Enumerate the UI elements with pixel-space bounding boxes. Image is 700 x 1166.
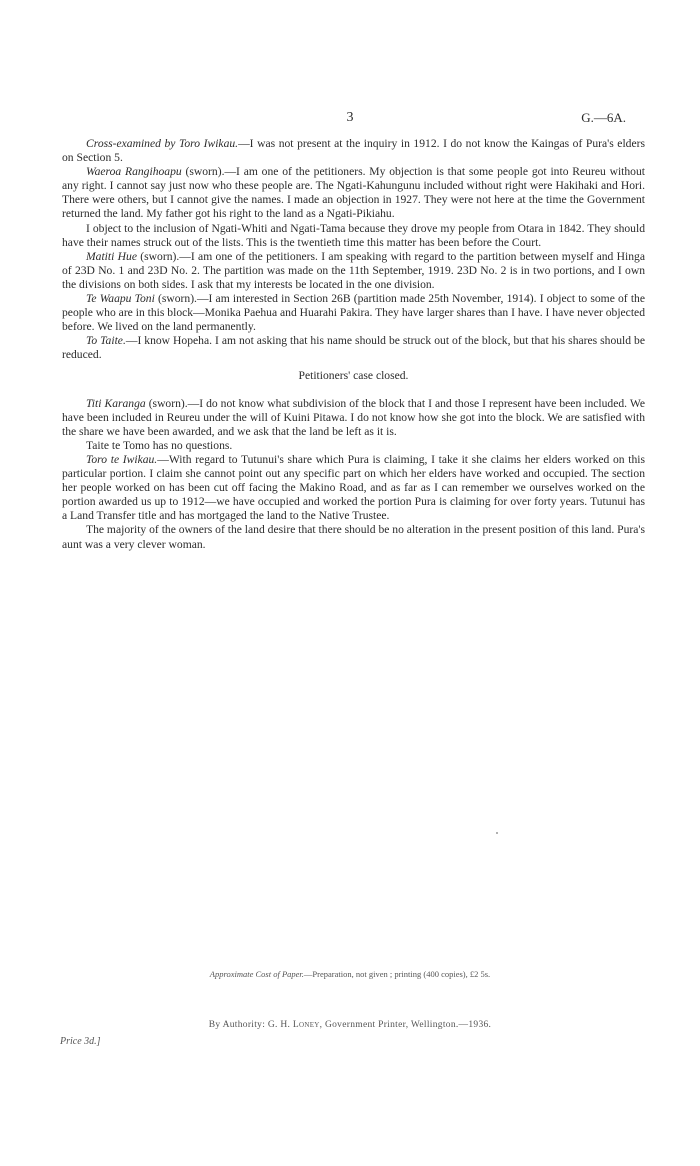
printer-authority [0, 1020, 700, 1030]
price: Price 3d.] [60, 1036, 101, 1047]
paragraph-to-taite [62, 334, 645, 362]
paragraph-taite-te-tomo [62, 439, 645, 453]
paragraph-waeroa [62, 165, 645, 221]
testimony-text: Taite te Tomo has no questions. [86, 438, 233, 452]
speaker-name: Toro te Iwikau. [86, 452, 158, 466]
testimony-text: The majority of the owners of the land desire that there should be no alteration in the present position of this land. Pura's aunt was a very clever woman. [62, 523, 645, 551]
paragraph-te-waapu [62, 292, 645, 334]
authority-prefix: By Authority: G. H. [208, 1020, 293, 1030]
cost-text: —Preparation, not given ; printing (400 copies), £2 5s. [303, 969, 491, 979]
authority-suffix: , Government Printer, Wellington.—1936. [319, 1020, 492, 1030]
speaker-name: Titi Karanga [86, 396, 146, 410]
section-heading: Petitioners' case closed. [298, 368, 409, 382]
testimony-text: —I know Hopeha. I am not asking that his name should be struck out of the block, but that his shares should be reduced. [62, 334, 645, 362]
paragraph-toro [62, 453, 645, 523]
testimony-text: —With regard to Tutunui's share which Pura is claiming, I take it she claims her elders worked on this particular portion. I claim she cannot point out any specific part on which her elders have worked and occupied. The section her people worked on has been cut off facing the Makino Road, and as far as I can remember we ourselves worked on the portion awarded us up to 1912—we have occupied and worked the portion Pura is claiming for over forty years. Tutunui has a Land Transfer title and has mortgaged the land to the Native Trustee. [62, 452, 645, 523]
testimony-text: I object to the inclusion of Ngati-Whiti and Ngati-Tama because they drove my people from Otara in 1842. They should have their names struck out of the lists. This is the twentieth time this matter has been before the Court. [62, 221, 645, 249]
cost-of-paper-note [0, 969, 700, 979]
testimony-text: (sworn).—I am one of the petitioners. My objection is that some people got into Reureu without any right. I cannot say just now who these people are. The Ngati-Kahungunu included without right were Hakihaki and Hori. There were others, but I cannot give the names. I made an objection in 1927. They were not here at the time the Government returned the land. My father got his right to the land as a Ngati-Pikiahu. [62, 165, 645, 221]
document-code: G.—6A. [581, 110, 626, 125]
speaker-name: Matiti Hue [86, 249, 137, 263]
testimony-text: (sworn).—I am one of the petitioners. I am speaking with regard to the partition between myself and Hinga of 23D No. 1 and 23D No. 2. The partition was made on the 11th September, 1919. 23D No. 2 is in two portions, and I own the divisions on both sides. I ask that my interests be located in the one division. [62, 249, 645, 291]
page-number: 3 [346, 110, 354, 125]
paragraph-matiti [62, 250, 645, 292]
testimony-text: —I was not present at the inquiry in 1912. I do not know the Kaingas of Pura's elders on Section 5. [62, 137, 645, 165]
printer-name: Loney [292, 1020, 320, 1030]
testimony-text: (sworn).—I am interested in Section 26B (partition made 25th November, 1914). I object to some of the people who are in this block—Monika Paehua and Huarahi Pakira. They have larger shares than I have. I have never objected before. We lived on the land permanently. [62, 292, 645, 334]
paragraph-objection [62, 222, 645, 250]
print-speck [496, 832, 498, 834]
paragraph-majority [62, 523, 645, 551]
speaker-name: To Taite. [86, 334, 126, 348]
speaker-name: Waeroa Rangihoapu [86, 165, 182, 179]
speaker-name: Te Waapu Toni [86, 292, 155, 306]
paragraph-cross-examination [62, 137, 645, 165]
testimony-text: (sworn).—I do not know what subdivision of the block that I and those I represent have been included. We have been included in Reureu under the will of Kuini Pitawa. I do not know how she got into the block. We are satisfied with the share we have been awarded, and we ask that the land be left as it is. [62, 396, 645, 438]
body-text [62, 137, 645, 552]
cost-label: Approximate Cost of Paper. [209, 969, 304, 979]
paragraph-titi [62, 397, 645, 439]
speaker-name: Cross-examined by Toro Iwikau. [86, 137, 239, 150]
